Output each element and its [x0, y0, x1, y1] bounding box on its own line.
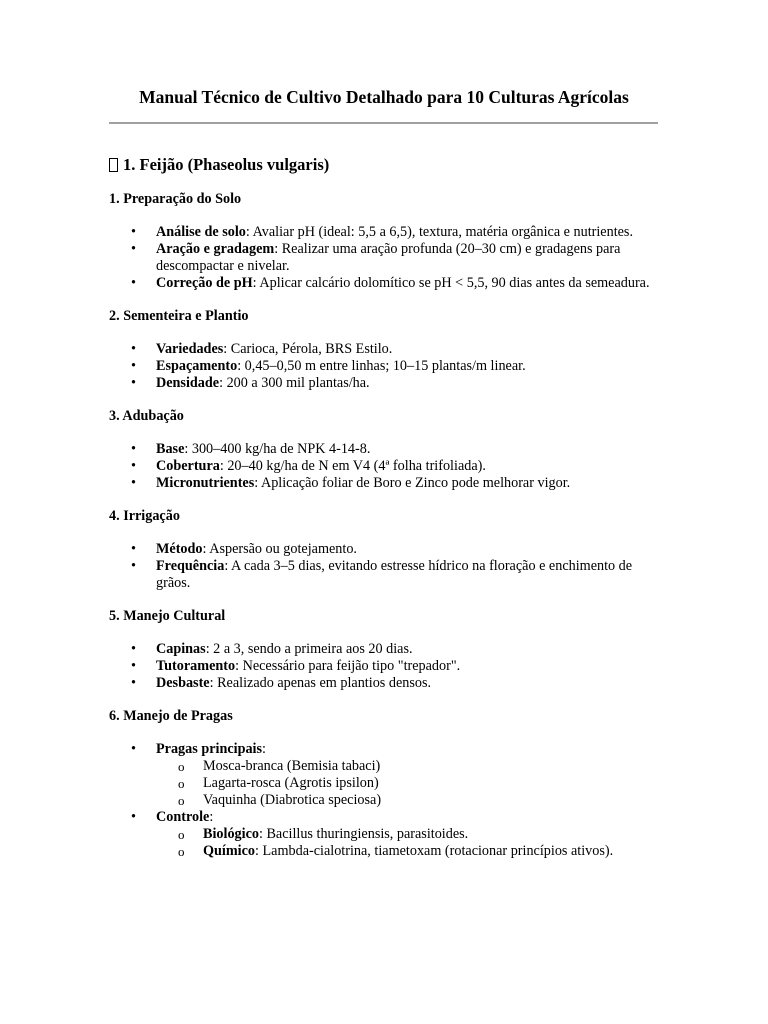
sub-item-term: Biológico	[203, 826, 259, 842]
item-text: :	[209, 809, 214, 825]
document-title: Manual Técnico de Cultivo Detalhado para 10 Culturas Agrícolas	[139, 87, 629, 107]
item-text: : Realizar uma aração profunda (20–30 cm) e gradagens para descompactar e nivelar.	[156, 241, 621, 274]
title-divider	[109, 122, 658, 124]
section-heading: 5. Manejo Cultural	[109, 608, 226, 624]
list-item	[109, 441, 669, 458]
item-text: : 0,45–0,50 m entre linhas; 10–15 plantas/m linear.	[237, 358, 526, 374]
item-text: : Aspersão ou gotejamento.	[202, 541, 357, 557]
item-text: : 300–400 kg/ha de NPK 4-14-8.	[184, 441, 371, 457]
section-heading: 1. Preparação do Solo	[109, 191, 242, 207]
list-item	[109, 358, 669, 375]
item-text: : Avaliar pH (ideal: 5,5 a 6,5), textura, matéria orgânica e nutrientes.	[245, 224, 633, 240]
item-term: Tutoramento	[156, 658, 236, 674]
bullet-list	[109, 641, 669, 692]
item-term: Correção de pH	[156, 275, 253, 291]
item-term: Análise de solo	[156, 224, 246, 240]
sub-list-item	[156, 775, 669, 792]
crop-heading	[109, 154, 669, 176]
list-item	[109, 341, 669, 358]
item-text: : 2 a 3, sendo a primeira aos 20 dias.	[205, 641, 413, 657]
list-item	[109, 675, 669, 692]
item-term: Base	[156, 441, 185, 457]
item-text: : 200 a 300 mil plantas/ha.	[219, 375, 370, 391]
list-item	[109, 224, 669, 241]
list-item	[109, 475, 669, 492]
list-item	[109, 741, 669, 809]
item-text: : A cada 3–5 dias, evitando estresse hídrico na floração e enchimento de grãos.	[156, 558, 633, 591]
item-term: Cobertura	[156, 458, 220, 474]
item-term: Densidade	[156, 375, 220, 391]
bullet-list	[109, 541, 669, 592]
sub-list-item	[156, 826, 669, 843]
section-heading: 3. Adubação	[109, 408, 184, 424]
list-item	[109, 375, 669, 392]
list-item	[109, 541, 669, 558]
sub-item-term: Químico	[203, 843, 256, 859]
bullet-list	[109, 441, 669, 492]
list-item	[109, 275, 669, 292]
sub-list	[156, 826, 669, 860]
item-text: : Aplicar calcário dolomítico se pH < 5,5, 90 dias antes da semeadura.	[252, 275, 650, 291]
item-term: Espaçamento	[156, 358, 238, 374]
sub-item-text: : Bacillus thuringiensis, parasitoides.	[258, 826, 469, 842]
item-term: Frequência	[156, 558, 225, 574]
bullet-list	[109, 224, 669, 292]
bullet-list	[109, 741, 669, 860]
item-text: : 20–40 kg/ha de N em V4 (4ª folha trifoliada).	[219, 458, 486, 474]
section-heading: 4. Irrigação	[109, 508, 180, 524]
bullet-list	[109, 341, 669, 392]
missing-glyph-icon	[109, 158, 118, 172]
item-text: :	[262, 741, 266, 757]
section-heading: 6. Manejo de Pragas	[109, 708, 233, 724]
item-term: Método	[156, 541, 203, 557]
document-body	[109, 154, 669, 876]
sub-list-item	[156, 758, 669, 775]
item-term: Pragas principais	[156, 741, 263, 757]
sub-list-item	[156, 792, 669, 809]
sub-list-item	[156, 843, 669, 860]
list-item	[109, 241, 669, 275]
list-item	[109, 558, 669, 592]
item-term: Aração e gradagem	[156, 241, 275, 257]
item-term: Desbaste	[156, 675, 210, 691]
list-item	[109, 458, 669, 475]
item-term: Controle	[156, 809, 210, 825]
sub-item-text: : Lambda-cialotrina, tiametoxam (rotacionar princípios ativos).	[255, 843, 614, 859]
sub-list	[156, 758, 669, 809]
item-term: Variedades	[156, 341, 224, 357]
item-text: : Carioca, Pérola, BRS Estilo.	[223, 341, 393, 357]
sub-item-text: Mosca-branca (Bemisia tabaci)	[203, 758, 381, 774]
list-item	[109, 641, 669, 658]
sub-item-text: Vaquinha (Diabrotica speciosa)	[203, 792, 382, 808]
list-item	[109, 809, 669, 860]
list-item	[109, 658, 669, 675]
item-text: : Aplicação foliar de Boro e Zinco pode melhorar vigor.	[254, 475, 571, 491]
crop-heading-text: 1. Feijão (Phaseolus vulgaris)	[123, 155, 330, 174]
sub-item-text: Lagarta-rosca (Agrotis ipsilon)	[203, 775, 379, 791]
item-term: Micronutrientes	[156, 475, 255, 491]
item-text: : Realizado apenas em plantios densos.	[209, 675, 432, 691]
section-heading: 2. Sementeira e Plantio	[109, 308, 249, 324]
item-term: Capinas	[156, 641, 206, 657]
item-text: : Necessário para feijão tipo "trepador".	[235, 658, 461, 674]
